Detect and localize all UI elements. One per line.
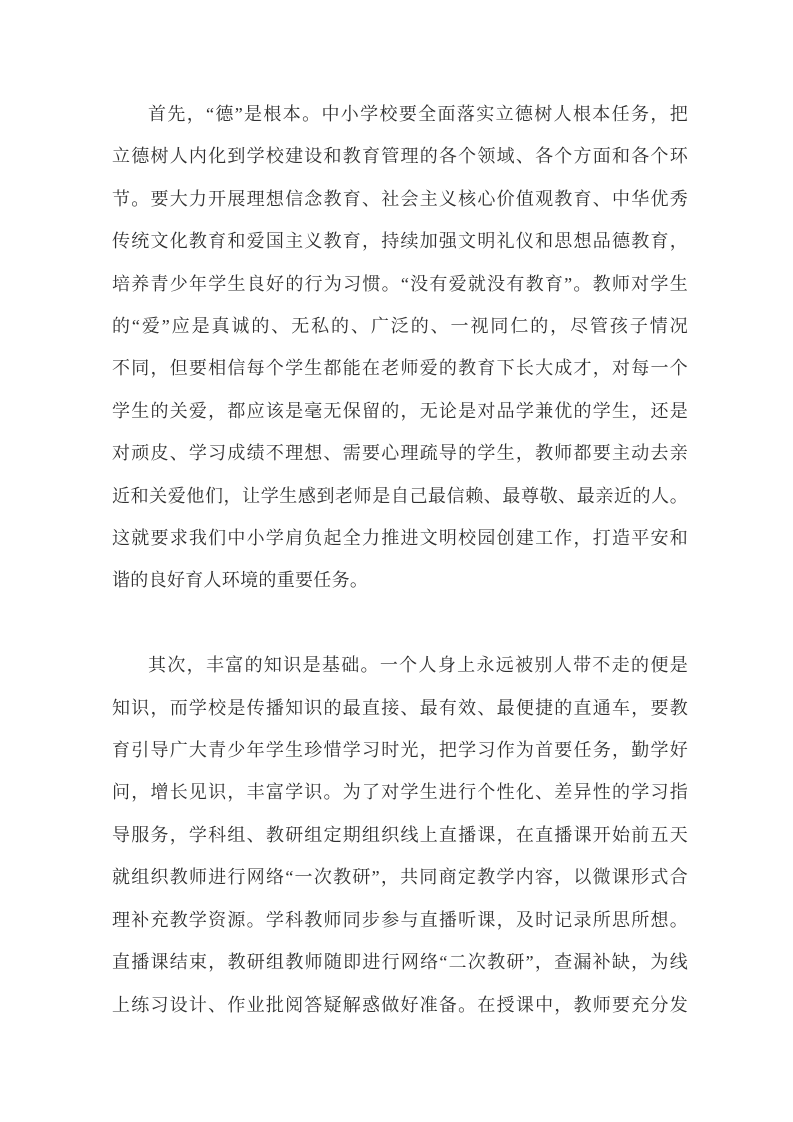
paragraph-de-is-foundation [112,93,688,602]
text-line: 的“爱”应是真诚的、无私的、广泛的、一视同仁的，尽管孩子情况 [112,316,688,337]
text-line: 不同，但要相信每个学生都能在老师爱的教育下长大成才，对每一个 [112,358,688,379]
text-line: 其次，丰富的知识是基础。一个人身上永远被别人带不走的便是 [148,655,688,676]
text-line: 知识，而学校是传播知识的最直接、最有效、最便捷的直通车，要教 [112,697,688,718]
text-line: 问，增长见识，丰富学识。为了对学生进行个性化、差异性的学习指 [112,782,688,803]
text-line: 直播课结束，教研组教师随即进行网络“二次教研”，查漏补缺，为线 [112,952,688,973]
paragraph-knowledge-is-basis [112,644,688,1026]
text-line: 谐的良好育人环境的重要任务。 [112,570,369,591]
text-line: 传统文化教育和爱国主义教育，持续加强文明礼仪和思想品德教育， [112,231,688,252]
text-line: 对顽皮、学习成绩不理想、需要心理疏导的学生，教师都要主动去亲 [112,443,688,464]
text-line: 培养青少年学生良好的行为习惯。“没有爱就没有教育”。教师对学生 [112,273,688,294]
text-line: 节。要大力开展理想信念教育、社会主义核心价值观教育、中华优秀 [112,188,688,209]
text-line: 导服务，学科组、教研组定期组织线上直播课，在直播课开始前五天 [112,824,688,845]
text-line: 育引导广大青少年学生珍惜学习时光，把学习作为首要任务，勤学好 [112,740,688,761]
text-line: 学生的关爱，都应该是毫无保留的，无论是对品学兼优的学生，还是 [112,400,688,421]
text-line: 这就要求我们中小学肩负起全力推进文明校园创建工作，打造平安和 [112,528,688,549]
text-line: 上练习设计、作业批阅答疑解惑做好准备。在授课中，教师要充分发 [112,994,688,1015]
text-line: 理补充教学资源。学科教师同步参与直播听课，及时记录所思所想。 [112,909,688,930]
text-line: 立德树人内化到学校建设和教育管理的各个领域、各个方面和各个环 [112,146,688,167]
text-line: 首先，“德”是根本。中小学校要全面落实立德树人根本任务，把 [148,104,688,124]
text-line: 就组织教师进行网络“一次教研”，共同商定教学内容，以微课形式合 [112,867,688,888]
text-line: 近和关爱他们，让学生感到老师是自己最信赖、最尊敬、最亲近的人。 [112,485,688,506]
